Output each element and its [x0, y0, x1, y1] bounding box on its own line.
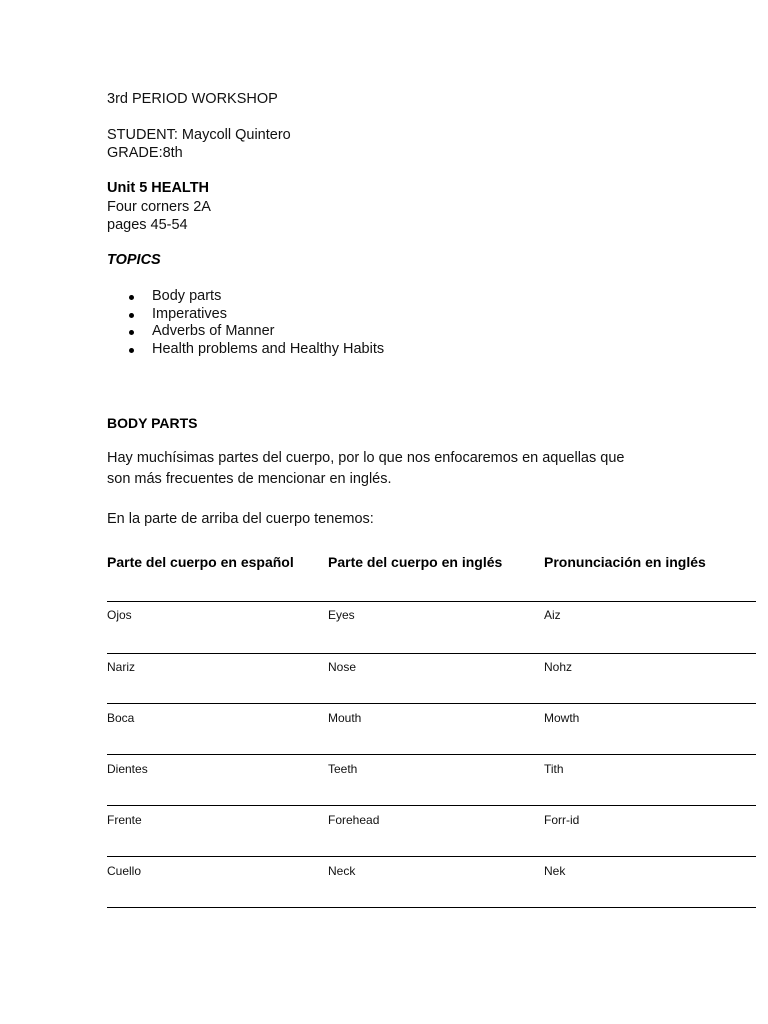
table-header-spanish: Parte del cuerpo en español	[107, 554, 294, 570]
topics-heading: TOPICS	[107, 252, 161, 268]
list-item: Adverbs of Manner	[107, 323, 384, 341]
cell-english: Mouth	[328, 711, 362, 725]
table-divider	[107, 754, 756, 755]
cell-pronunciation: Mowth	[544, 711, 580, 725]
list-item: Health problems and Healthy Habits	[107, 341, 384, 359]
intro-line-1: Hay muchísimas partes del cuerpo, por lo que nos enfocaremos en aquellas que	[107, 450, 625, 466]
cell-english: Nose	[328, 660, 357, 674]
bullet-icon	[129, 313, 134, 318]
cell-pronunciation: Nohz	[544, 660, 573, 674]
table-divider	[107, 703, 756, 704]
list-item: Imperatives	[107, 306, 384, 324]
cell-spanish: Frente	[107, 813, 142, 827]
cell-spanish: Boca	[107, 711, 135, 725]
unit-pages: pages 45-54	[107, 217, 188, 233]
table-divider	[107, 856, 756, 857]
cell-spanish: Nariz	[107, 660, 136, 674]
bullet-icon	[129, 330, 134, 335]
grade: GRADE:8th	[107, 145, 183, 161]
table-divider	[107, 805, 756, 806]
cell-spanish: Dientes	[107, 762, 148, 776]
upper-body-text: En la parte de arriba del cuerpo tenemos:	[107, 511, 374, 527]
workshop-title: 3rd PERIOD WORKSHOP	[107, 91, 278, 107]
unit-title: Unit 5 HEALTH	[107, 180, 210, 196]
cell-pronunciation: Nek	[544, 864, 566, 878]
cell-pronunciation: Tith	[544, 762, 564, 776]
table-divider	[107, 907, 756, 908]
unit-book: Four corners 2A	[107, 199, 211, 215]
cell-english: Teeth	[328, 762, 358, 776]
cell-spanish: Ojos	[107, 608, 132, 622]
table-divider	[107, 601, 756, 602]
cell-english: Forehead	[328, 813, 380, 827]
cell-english: Eyes	[328, 608, 355, 622]
cell-english: Neck	[328, 864, 356, 878]
body-parts-heading: BODY PARTS	[107, 415, 198, 431]
bullet-icon	[129, 295, 134, 300]
table-header-pronunciation: Pronunciación en inglés	[544, 554, 706, 570]
cell-pronunciation: Forr-id	[544, 813, 580, 827]
topics-list	[107, 288, 384, 359]
table-header-english: Parte del cuerpo en inglés	[328, 554, 503, 570]
intro-line-2: son más frecuentes de mencionar en inglés.	[107, 471, 392, 487]
bullet-icon	[129, 348, 134, 353]
student-name: STUDENT: Maycoll Quintero	[107, 127, 291, 143]
list-item: Body parts	[107, 288, 384, 306]
cell-spanish: Cuello	[107, 864, 142, 878]
cell-pronunciation: Aiz	[544, 608, 561, 622]
table-divider	[107, 653, 756, 654]
